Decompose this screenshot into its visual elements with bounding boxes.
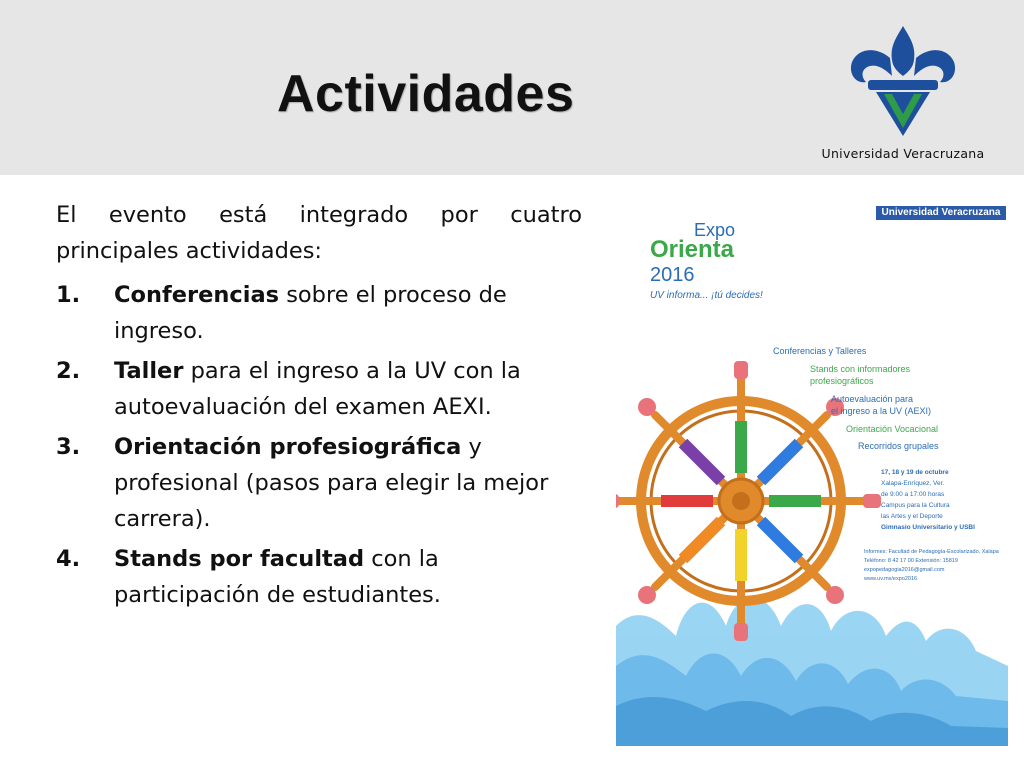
intro-text: El evento está integrado por cuatro principales actividades: (56, 202, 582, 264)
poster-date: 17, 18 y 19 de octubre (881, 469, 949, 476)
poster-activity: profesiográficos (810, 376, 874, 386)
poster-tagline: UV informa... ¡tú decides! (650, 290, 763, 301)
list-item-bold: Conferencias (114, 282, 280, 308)
list-item-number: 2. (56, 358, 81, 384)
fleur-de-lis-icon (846, 24, 961, 144)
poster-activity: Autoevaluación para (831, 394, 914, 404)
list-item (56, 541, 582, 613)
poster-contact: Informes: Facultad de Pedagogía-Escolarizado, Xalapa (864, 549, 999, 555)
poster-activity: Conferencias y Talleres (773, 346, 867, 356)
list-item-bold: Taller (114, 358, 184, 384)
list-item-text: sobre el proceso de ingreso. (114, 282, 507, 344)
poster-contact: Teléfono: 8 42 17 00 Extensión: 15819 (864, 558, 958, 564)
poster-detail: Campus para la Cultura (881, 502, 950, 509)
activities-list (56, 277, 582, 613)
poster-orienta: Orienta (650, 236, 735, 263)
poster-activity: Stands con informadores (810, 364, 911, 374)
poster-activity: Recorridos grupales (858, 441, 939, 451)
list-item (56, 429, 582, 537)
poster-contact: www.uv.mx/expo2016 (864, 576, 918, 582)
list-item-number: 1. (56, 282, 81, 308)
poster-activity: Orientación Vocacional (846, 424, 939, 434)
slide-header (0, 0, 1024, 175)
poster-expo: Expo (694, 220, 736, 240)
poster-contact: expopedagogia2016@gmail.com (864, 567, 945, 573)
slide-title: Actividades (277, 65, 575, 123)
list-item-bold: Orientación profesiográfica (114, 434, 462, 460)
list-item-number: 3. (56, 434, 81, 460)
poster-detail: las Artes y el Deporte (881, 513, 943, 520)
list-item (56, 277, 582, 349)
poster-header-label: Universidad Veracruzana (876, 206, 1006, 220)
slide-body (56, 197, 582, 617)
list-item-text: y profesional (pasos para elegir la mejor carrera). (114, 434, 549, 532)
list-item (56, 353, 582, 425)
logo-caption: Universidad Veracruzana (821, 146, 985, 161)
university-logo (818, 24, 988, 166)
poster-detail: de 9:00 a 17:00 horas (881, 491, 945, 498)
waves-illustration (616, 598, 1008, 746)
expo-poster-image (616, 196, 1008, 746)
poster-year: 2016 (650, 264, 695, 286)
poster-detail: Xalapa-Enríquez, Ver. (881, 480, 945, 487)
poster-detail: Gimnasio Universitario y USBI (881, 524, 975, 531)
list-item-text: con la participación de estudiantes. (114, 546, 441, 608)
list-item-bold: Stands por facultad (114, 546, 365, 572)
list-item-text: para el ingreso a la UV con la autoevaluación del examen AEXI. (114, 358, 521, 420)
list-item-number: 4. (56, 546, 81, 572)
poster-activity: el ingreso a la UV (AEXI) (831, 406, 932, 416)
